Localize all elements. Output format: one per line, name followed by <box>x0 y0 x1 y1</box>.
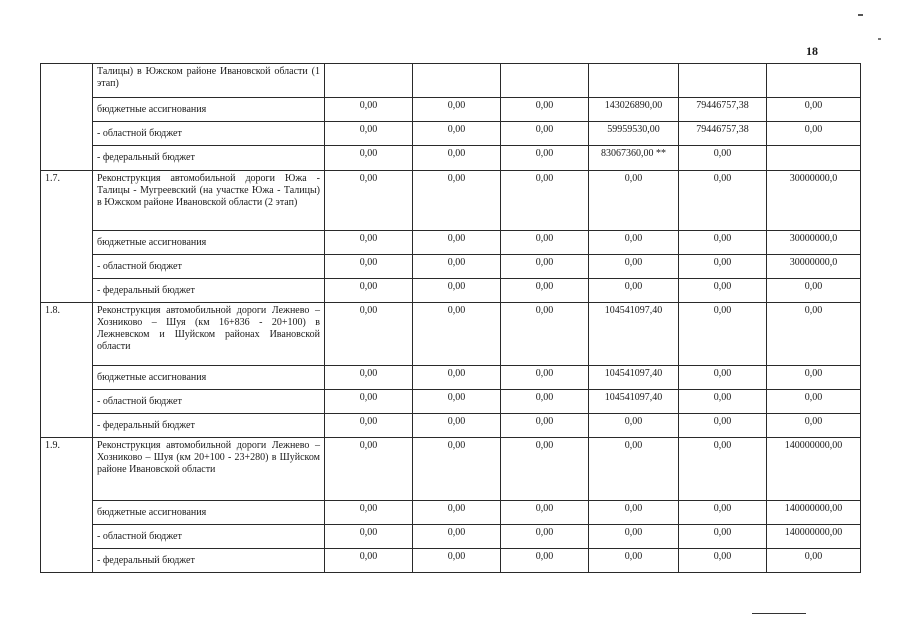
value-cell: 0,00 <box>501 255 589 279</box>
value-cell: 0,00 <box>679 414 767 438</box>
table-row <box>41 122 861 146</box>
table-row <box>41 525 861 549</box>
item-description: - федеральный бюджет <box>93 549 325 573</box>
value-cell <box>589 64 679 98</box>
value-cell: 0,00 <box>325 501 413 525</box>
value-cell: 0,00 <box>501 146 589 171</box>
value-cell: 0,00 <box>325 279 413 303</box>
value-cell: 0,00 <box>501 98 589 122</box>
value-cell: 0,00 <box>767 98 861 122</box>
value-cell: 104541097,40 <box>589 366 679 390</box>
scan-artifact <box>858 14 863 16</box>
value-cell: 0,00 <box>589 549 679 573</box>
value-cell <box>679 64 767 98</box>
value-cell: 0,00 <box>501 171 589 231</box>
value-cell: 0,00 <box>679 501 767 525</box>
value-cell: 0,00 <box>679 171 767 231</box>
value-cell: 0,00 <box>325 303 413 366</box>
value-cell: 0,00 <box>501 279 589 303</box>
value-cell: 0,00 <box>325 98 413 122</box>
value-cell: 0,00 <box>413 122 501 146</box>
item-description: - федеральный бюджет <box>93 279 325 303</box>
item-description: бюджетные ассигнования <box>93 231 325 255</box>
item-description: - федеральный бюджет <box>93 414 325 438</box>
value-cell: 104541097,40 <box>589 390 679 414</box>
item-description: - областной бюджет <box>93 390 325 414</box>
value-cell: 0,00 <box>501 231 589 255</box>
value-cell: 0,00 <box>767 279 861 303</box>
budget-table <box>40 63 861 573</box>
value-cell: 0,00 <box>413 549 501 573</box>
table-row <box>41 303 861 366</box>
value-cell: 0,00 <box>767 303 861 366</box>
value-cell: 0,00 <box>413 438 501 501</box>
value-cell: 0,00 <box>589 279 679 303</box>
value-cell: 0,00 <box>325 414 413 438</box>
table-row <box>41 98 861 122</box>
value-cell: 0,00 <box>413 146 501 171</box>
item-description: Реконструкция автомобильной дороги Южа - Талицы - Мугреевский (на участке Южа - Талицы) в Южском районе Ивановской области (2 этап) <box>93 171 325 231</box>
value-cell: 143026890,00 <box>589 98 679 122</box>
value-cell <box>767 64 861 98</box>
value-cell: 0,00 <box>501 122 589 146</box>
table-row <box>41 171 861 231</box>
value-cell: 140000000,00 <box>767 501 861 525</box>
value-cell: 0,00 <box>325 438 413 501</box>
value-cell: 83067360,00 ** <box>589 146 679 171</box>
value-cell: 0,00 <box>501 414 589 438</box>
value-cell: 0,00 <box>767 414 861 438</box>
table-row <box>41 64 861 98</box>
table-row <box>41 390 861 414</box>
table-row <box>41 438 861 501</box>
value-cell: 30000000,0 <box>767 231 861 255</box>
value-cell: 0,00 <box>413 255 501 279</box>
item-description: Реконструкция автомобильной дороги Лежнево – Хозниково – Шуя (км 20+100 - 23+280) в Шуйском районе Ивановской области <box>93 438 325 501</box>
value-cell: 0,00 <box>501 390 589 414</box>
item-description: - федеральный бюджет <box>93 146 325 171</box>
value-cell: 0,00 <box>501 501 589 525</box>
value-cell: 0,00 <box>413 303 501 366</box>
value-cell: 0,00 <box>679 525 767 549</box>
value-cell: 0,00 <box>325 390 413 414</box>
value-cell <box>501 64 589 98</box>
value-cell: 0,00 <box>767 549 861 573</box>
table-row <box>41 501 861 525</box>
value-cell: 0,00 <box>413 525 501 549</box>
value-cell: 0,00 <box>325 549 413 573</box>
value-cell: 0,00 <box>679 279 767 303</box>
value-cell: 0,00 <box>413 171 501 231</box>
value-cell: 0,00 <box>679 146 767 171</box>
value-cell: 0,00 <box>325 146 413 171</box>
value-cell: 140000000,00 <box>767 438 861 501</box>
value-cell: 30000000,0 <box>767 171 861 231</box>
value-cell: 0,00 <box>325 366 413 390</box>
value-cell: 0,00 <box>501 366 589 390</box>
table-row <box>41 549 861 573</box>
value-cell: 0,00 <box>679 438 767 501</box>
value-cell: 0,00 <box>767 122 861 146</box>
value-cell: 0,00 <box>501 525 589 549</box>
value-cell: 0,00 <box>325 255 413 279</box>
value-cell: 0,00 <box>679 303 767 366</box>
value-cell: 0,00 <box>501 438 589 501</box>
item-description: - областной бюджет <box>93 122 325 146</box>
value-cell: 0,00 <box>413 279 501 303</box>
value-cell: 0,00 <box>501 549 589 573</box>
value-cell: 0,00 <box>679 255 767 279</box>
value-cell: 0,00 <box>413 414 501 438</box>
value-cell: 79446757,38 <box>679 98 767 122</box>
value-cell: 59959530,00 <box>589 122 679 146</box>
value-cell: 0,00 <box>413 231 501 255</box>
table-row <box>41 255 861 279</box>
value-cell: 0,00 <box>589 255 679 279</box>
value-cell: 0,00 <box>589 501 679 525</box>
value-cell: 0,00 <box>325 171 413 231</box>
item-description: Талицы) в Южском районе Ивановской области (1 этап) <box>93 64 325 98</box>
value-cell: 0,00 <box>413 366 501 390</box>
value-cell: 0,00 <box>589 438 679 501</box>
value-cell: 0,00 <box>589 171 679 231</box>
value-cell: 30000000,0 <box>767 255 861 279</box>
item-number: 1.8. <box>41 303 93 438</box>
item-description: бюджетные ассигнования <box>93 366 325 390</box>
value-cell: 0,00 <box>325 525 413 549</box>
value-cell: 0,00 <box>413 98 501 122</box>
value-cell: 0,00 <box>501 303 589 366</box>
value-cell: 140000000,00 <box>767 525 861 549</box>
value-cell: 0,00 <box>679 390 767 414</box>
value-cell: 0,00 <box>589 525 679 549</box>
value-cell: 0,00 <box>679 549 767 573</box>
value-cell: 0,00 <box>589 231 679 255</box>
value-cell <box>413 64 501 98</box>
value-cell: 0,00 <box>767 366 861 390</box>
value-cell: 0,00 <box>679 231 767 255</box>
value-cell: 0,00 <box>767 390 861 414</box>
item-number: 1.9. <box>41 438 93 573</box>
table-row <box>41 414 861 438</box>
value-cell: 0,00 <box>413 390 501 414</box>
scan-artifact <box>878 38 881 40</box>
item-number <box>41 64 93 171</box>
value-cell: 104541097,40 <box>589 303 679 366</box>
value-cell: 0,00 <box>589 414 679 438</box>
page-number: 18 <box>806 44 818 58</box>
table-row <box>41 231 861 255</box>
item-number: 1.7. <box>41 171 93 303</box>
item-description: - областной бюджет <box>93 255 325 279</box>
item-description: Реконструкция автомобильной дороги Лежнево – Хозниково – Шуя (км 16+836 - 20+100) в Лежневском и Шуйском районах Ивановской области <box>93 303 325 366</box>
value-cell <box>767 146 861 171</box>
value-cell: 0,00 <box>679 366 767 390</box>
value-cell: 0,00 <box>325 231 413 255</box>
item-description: бюджетные ассигнования <box>93 501 325 525</box>
table-row <box>41 146 861 171</box>
item-description: - областной бюджет <box>93 525 325 549</box>
value-cell: 0,00 <box>325 122 413 146</box>
table-row <box>41 366 861 390</box>
item-description: бюджетные ассигнования <box>93 98 325 122</box>
value-cell: 79446757,38 <box>679 122 767 146</box>
value-cell <box>325 64 413 98</box>
table-row <box>41 279 861 303</box>
value-cell: 0,00 <box>413 501 501 525</box>
footer-divider <box>752 613 806 614</box>
